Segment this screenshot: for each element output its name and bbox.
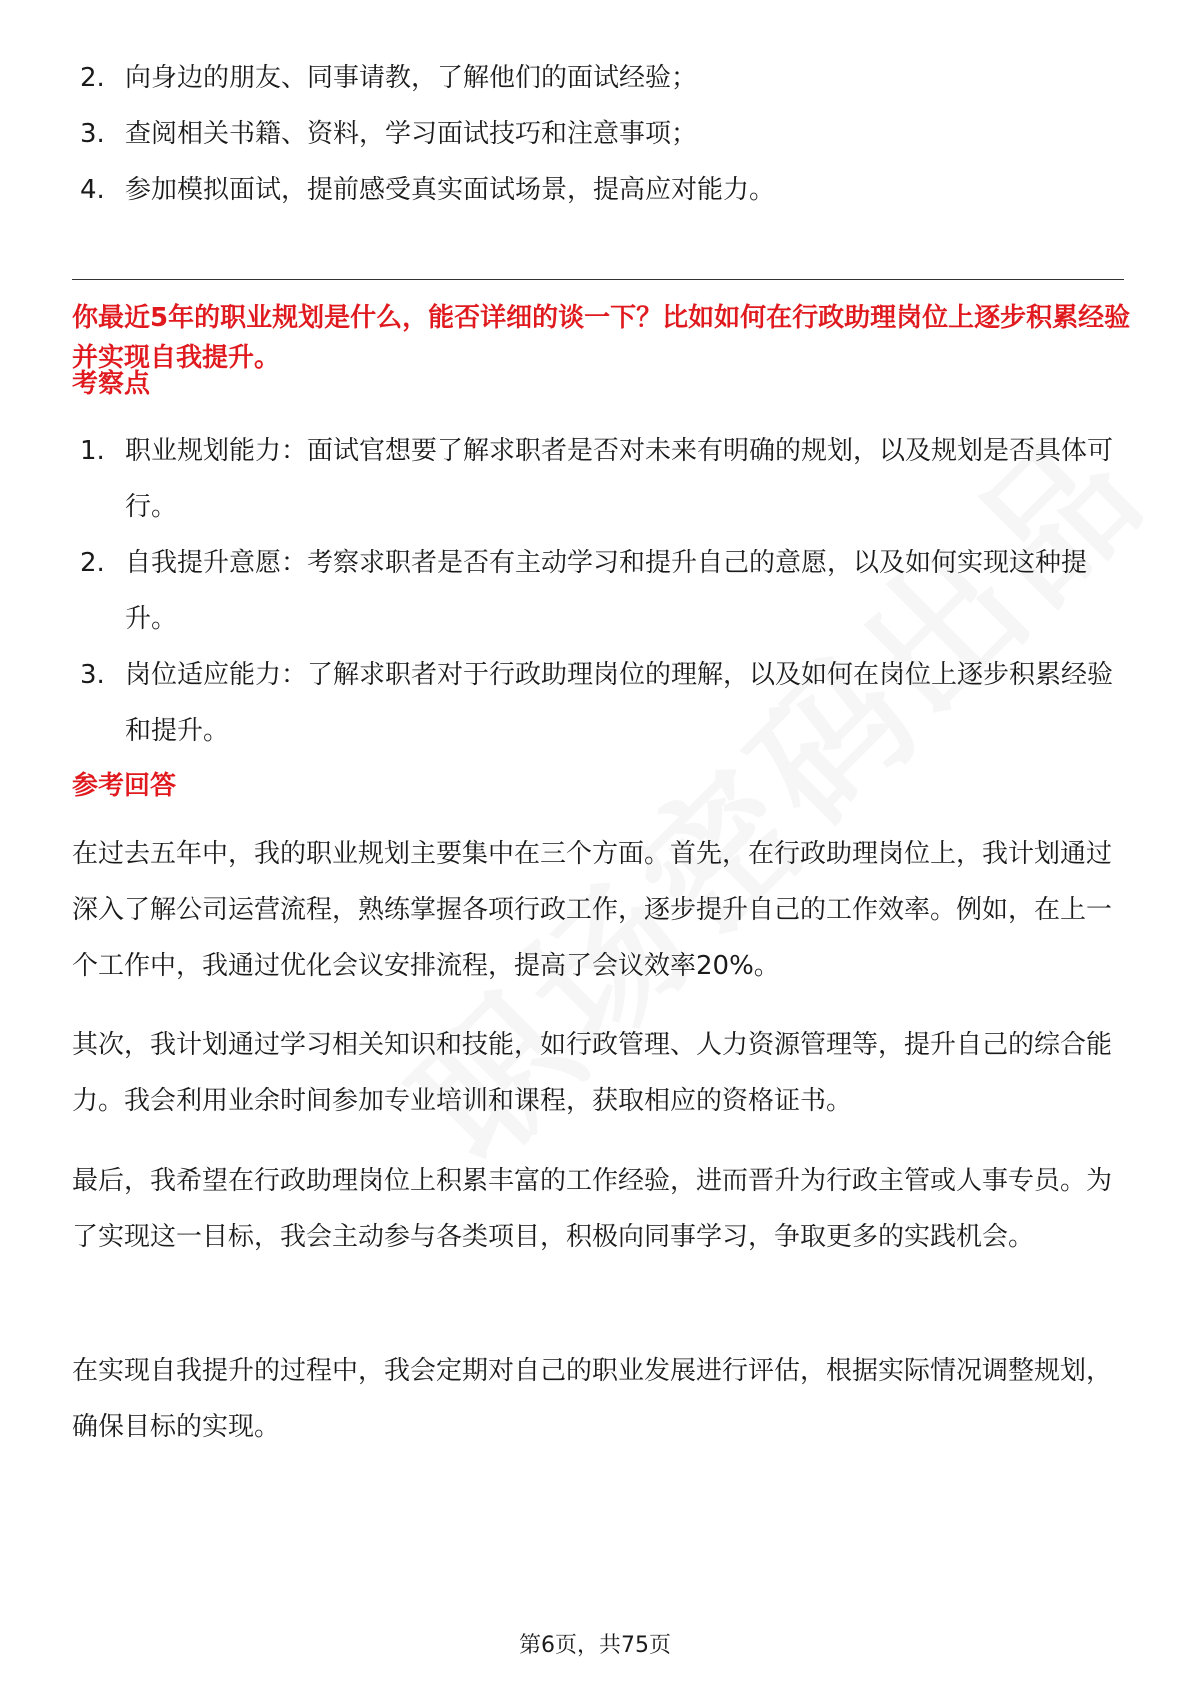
reference-answer-title: 参考回答 <box>72 771 177 801</box>
list-item <box>80 50 1125 106</box>
list-item <box>80 423 1125 535</box>
list-item-number: 4. <box>80 175 105 205</box>
answer-paragraph: 在过去五年中，我的职业规划主要集中在三个方面。首先，在行政助理岗位上，我计划通过深入了解公司运营流程，熟练掌握各项行政工作，逐步提升自己的工作效率。例如，在上一个工作中，我通过优化会议安排流程，提高了会议效率20%。 <box>72 839 1113 981</box>
list-item-text: 查阅相关书籍、资料，学习面试技巧和注意事项； <box>125 119 698 149</box>
list-item <box>80 162 1125 218</box>
answer-paragraph: 最后，我希望在行政助理岗位上积累丰富的工作经验，进而晋升为行政主管或人事专员。为了实现这一目标，我会主动参与各类项目，积极向同事学习，争取更多的实践机会。 <box>72 1166 1113 1252</box>
list-item-text: 参加模拟面试，提前感受真实面试场景，提高应对能力。 <box>125 175 776 205</box>
list-item <box>80 106 1125 162</box>
answer-paragraph: 在实现自我提升的过程中，我会定期对自己的职业发展进行评估，根据实际情况调整规划，确保目标的实现。 <box>72 1356 1113 1442</box>
list-item-text: 职业规划能力：面试官想要了解求职者是否对未来有明确的规划，以及规划是否具体可行。 <box>125 436 1114 522</box>
list-item <box>80 647 1125 759</box>
list-item-text: 岗位适应能力：了解求职者对于行政助理岗位的理解，以及如何在岗位上逐步积累经验和提升。 <box>125 660 1114 746</box>
list-item-number: 2. <box>80 548 105 578</box>
list-item-number: 2. <box>80 63 105 93</box>
preparation-list <box>80 50 1125 218</box>
page-number: 第6页，共75页 <box>519 1633 671 1658</box>
answer-paragraph: 其次，我计划通过学习相关知识和技能，如行政管理、人力资源管理等，提升自己的综合能力。我会利用业余时间参加专业培训和课程，获取相应的资格证书。 <box>72 1030 1113 1116</box>
section-divider <box>72 279 1124 280</box>
interview-question: 你最近5年的职业规划是什么，能否详细的谈一下？比如如何在行政助理岗位上逐步积累经验并实现自我提升。 <box>72 303 1131 373</box>
list-item-text: 向身边的朋友、同事请教，了解他们的面试经验； <box>125 63 698 93</box>
list-item-number: 3. <box>80 660 105 690</box>
list-item-number: 3. <box>80 119 105 149</box>
exam-points-title: 考察点 <box>72 369 151 399</box>
list-item-text: 自我提升意愿：考察求职者是否有主动学习和提升自己的意愿，以及如何实现这种提升。 <box>125 548 1088 634</box>
list-item <box>80 535 1125 647</box>
exam-points-list <box>80 423 1125 759</box>
list-item-number: 1. <box>80 436 105 466</box>
